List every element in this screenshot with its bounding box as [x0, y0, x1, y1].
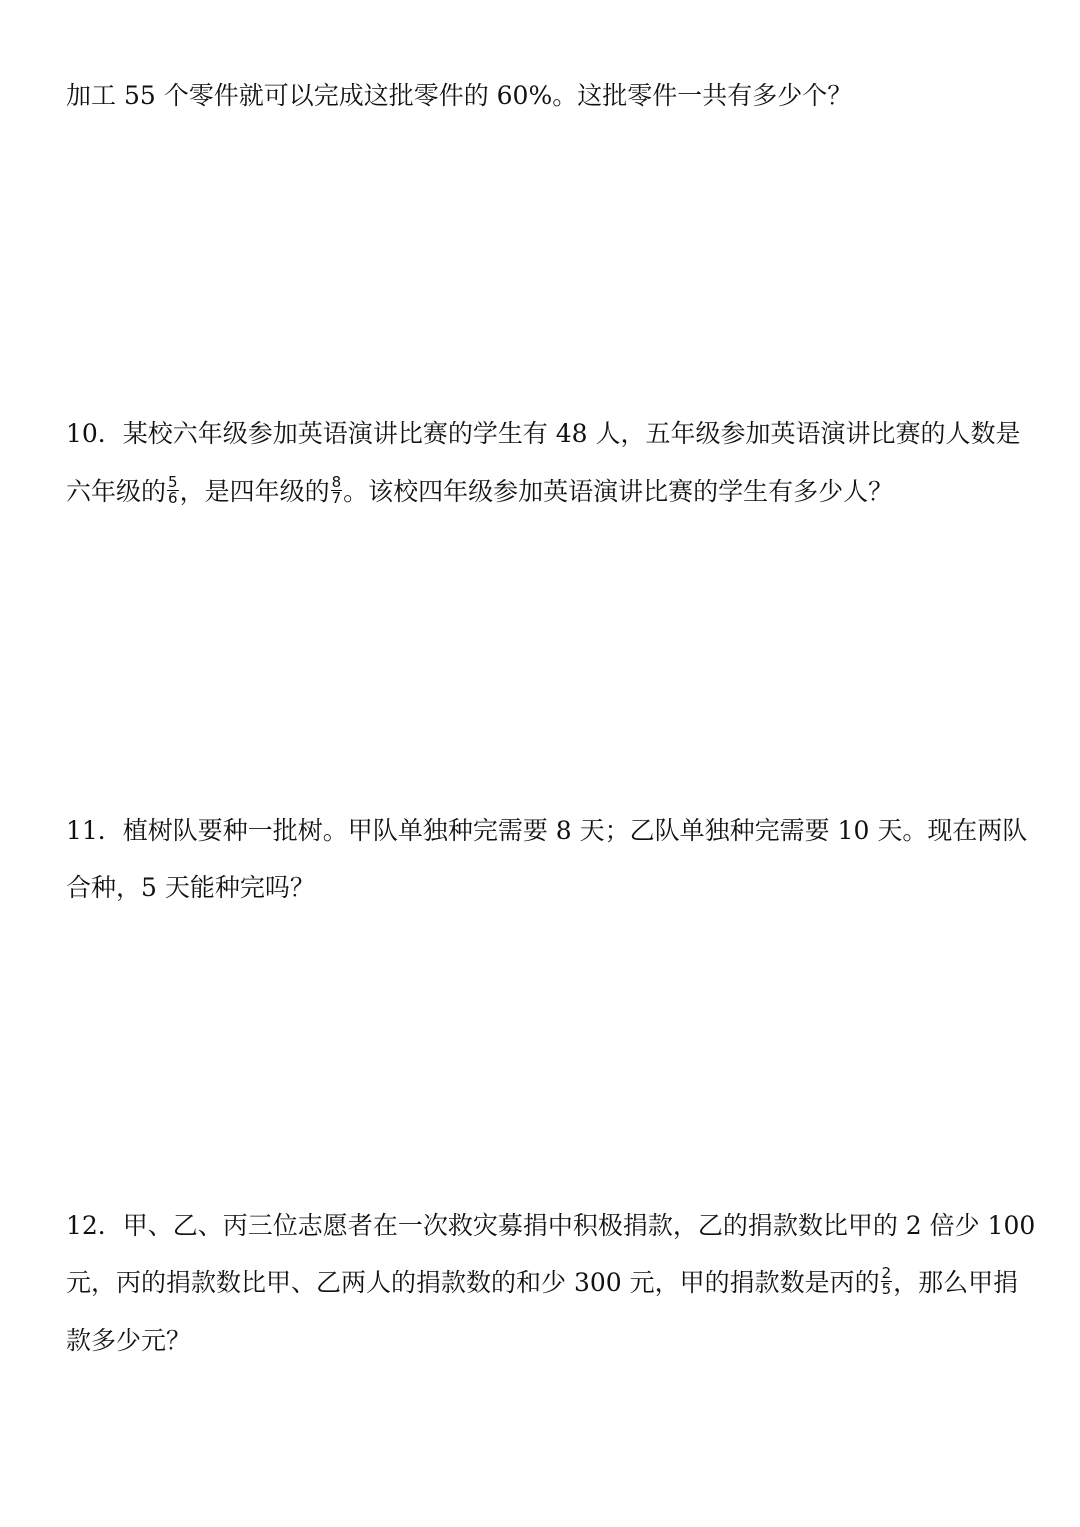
fraction-denominator: 7 — [331, 489, 342, 507]
q12-text-line-1: 12．甲、乙、丙三位志愿者在一次救灾募捐中积极捐款，乙的捐款数比甲的 2 倍少 100 — [66, 1211, 1036, 1240]
fraction-numerator: 5 — [168, 473, 178, 491]
q10-text-line-2 — [66, 473, 894, 508]
q10-text-line-1: 10．某校六年级参加英语演讲比赛的学生有 48 人，五年级参加英语演讲比赛的人数是 — [66, 419, 1021, 448]
q12-text-segment: ，那么甲捐 — [893, 1268, 1019, 1297]
q12-text-line-2 — [66, 1264, 1019, 1299]
q11-text-line-2: 合种，5 天能种完吗？ — [66, 873, 315, 902]
q10-text-segment: 。该校四年级参加英语演讲比赛的学生有多少人？ — [343, 477, 894, 506]
fraction-numerator: 8 — [331, 473, 342, 491]
fraction-five-sixths — [167, 475, 179, 506]
q10-text-segment: 六年级的 — [66, 477, 167, 506]
q12-text-line-3: 款多少元？ — [66, 1326, 192, 1355]
fraction-eight-sevenths — [331, 475, 343, 506]
q9-text-line-1: 加工 55 个零件就可以完成这批零件的 60%。这批零件一共有多少个？ — [66, 81, 853, 110]
q12-text-segment: 元，丙的捐款数比甲、乙两人的捐款数的和少 300 元，甲的捐款数是丙的 — [66, 1268, 880, 1297]
q11-text-line-1: 11．植树队要种一批树。甲队单独种完需要 8 天；乙队单独种完需要 10 天。现在两队 — [66, 816, 1028, 845]
q10-text-segment: ，是四年级的 — [179, 477, 330, 506]
fraction-two-fifths — [881, 1266, 893, 1297]
fraction-numerator: 2 — [881, 1264, 892, 1282]
fraction-denominator: 6 — [168, 489, 178, 507]
fraction-denominator: 5 — [881, 1280, 892, 1298]
